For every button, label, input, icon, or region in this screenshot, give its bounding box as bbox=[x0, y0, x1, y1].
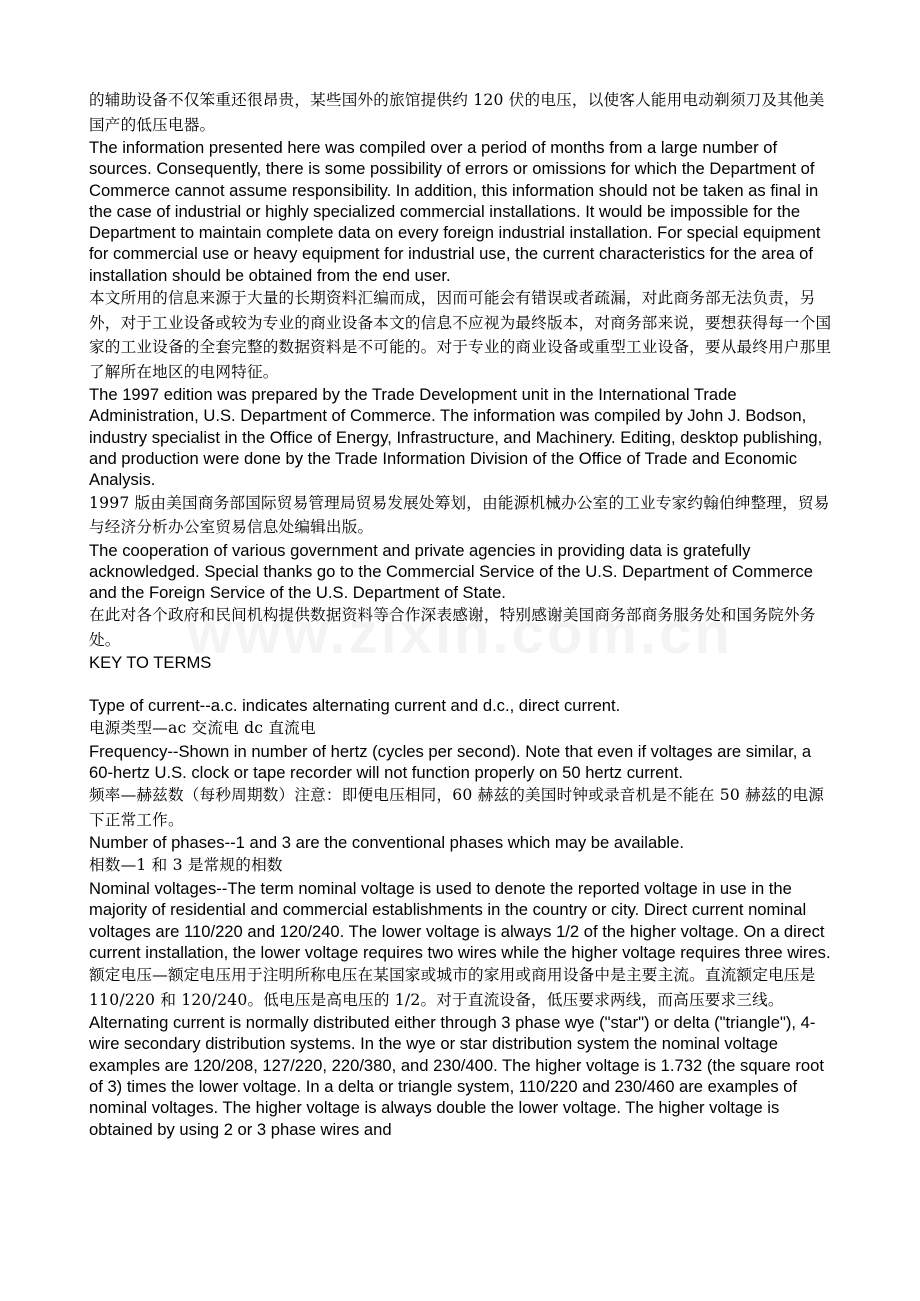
term-frequency-en: Frequency--Shown in number of hertz (cycles per second). Note that even if voltages are similar, a 60-hertz U.S. clock or tape recorder will not function properly on 50 hertz current. bbox=[89, 741, 812, 782]
paragraph-en-alternating-current: Alternating current is normally distributed either through 3 phase wye ("star") or delta ("triangle"), 4-wire secondary distribution systems. In the wye or star distribution system the nominal voltage examples are 120/208, 127/220, 220/380, and 230/400. The higher voltage is 1.732 (the square root of 3) times the lower voltage. In a delta or triangle system, 110/220 and 230/460 are examples of nominal voltages. The higher voltage is always double the lower voltage. The higher voltage is obtained by using 2 or 3 phase wires and bbox=[89, 1013, 824, 1139]
term-nominal-voltages-zh: 额定电压—额定电压用于注明所称电压在某国家或城市的家用或商用设备中是主要主流。直流额定电压是 110/220 和 120/240。低电压是高电压的 1/2。对于直流设备，低压要求两线，而高压要求三线。 bbox=[89, 966, 816, 1009]
term-phases-zh: 相数—1 和 3 是常规的相数 bbox=[89, 856, 283, 875]
paragraph-en-edition: The 1997 edition was prepared by the Trade Development unit in the International Trade Administration, U.S. Department of Commerce. The information was compiled by John J. Bodson, industry specialist in the Office of Energy, Infrastructure, and Machinery. Editing, desktop publishing, and production were done by the Trade Information Division of the Office of Trade and Economic Analysis. bbox=[89, 385, 823, 490]
section-heading: KEY TO TERMS bbox=[89, 653, 212, 673]
paragraph-en-acknowledgement: The cooperation of various government and private agencies in providing data is gratefully acknowledged. Special thanks go to the Commercial Service of the U.S. Department of Commerce and the Foreign Service of the U.S. Department of State. bbox=[89, 540, 814, 603]
term-nominal-voltages-en: Nominal voltages--The term nominal voltage is used to denote the reported voltage in use in the majority of residential and commercial establishments in the country or city. Direct current nominal voltages are 110/220 and 120/240. The lower voltage is always 1/2 of the higher voltage. On a direct current installation, the lower voltage requires two wires while the higher voltage requires three wires. bbox=[89, 878, 831, 962]
paragraph-zh-disclaimer: 本文所用的信息来源于大量的长期资料汇编而成，因而可能会有错误或者疏漏，对此商务部无法负责，另外，对于工业设备或较为专业的商业设备本文的信息不应视为最终版本，对商务部来说，要想获得每一个国家的工业设备的全套完整的数据资料是不可能的。对于专业的商业设备或重型工业设备，要从最终用户那里了解所在地区的电网特征。 bbox=[89, 289, 832, 381]
spacer bbox=[89, 674, 834, 695]
document-page bbox=[89, 88, 834, 1140]
paragraph-zh-acknowledgement: 在此对各个政府和民间机构提供数据资料等合作深表感谢，特别感谢美国商务部商务服务处和国务院外务处。 bbox=[89, 606, 816, 649]
term-phases-en: Number of phases--1 and 3 are the conventional phases which may be available. bbox=[89, 833, 684, 853]
term-frequency-zh: 频率—赫兹数（每秒周期数）注意：即便电压相同，60 赫兹的美国时钟或录音机是不能在 50 赫兹的电源下正常工作。 bbox=[89, 786, 825, 829]
paragraph-zh-edition: 1997 版由美国商务部国际贸易管理局贸易发展处筹划，由能源机械办公室的工业专家约翰伯绅整理，贸易与经济分析办公室贸易信息处编辑出版。 bbox=[89, 493, 830, 537]
paragraph-en-disclaimer: The information presented here was compiled over a period of months from a large number of sources. Consequently, there is some possibility of errors or omissions for which the Department of Commerce cannot assume responsibility. In addition, this information should not be taken as final in the case of industrial or highly specialized commercial installations. It would be impossible for the Department to maintain complete data on every foreign industrial installation. For special equipment for commercial use or heavy equipment for industrial use, the current characteristics for the area of installation should be obtained from the end user. bbox=[89, 138, 821, 285]
term-type-of-current-zh: 电源类型—ac 交流电 dc 直流电 bbox=[89, 719, 316, 738]
term-type-of-current-en: Type of current--a.c. indicates alternating current and d.c., direct current. bbox=[89, 695, 621, 715]
paragraph-zh-intro: 的辅助设备不仅笨重还很昂贵，某些国外的旅馆提供约 120 伏的电压，以使客人能用电动剃须刀及其他美国产的低压电器。 bbox=[89, 91, 825, 134]
